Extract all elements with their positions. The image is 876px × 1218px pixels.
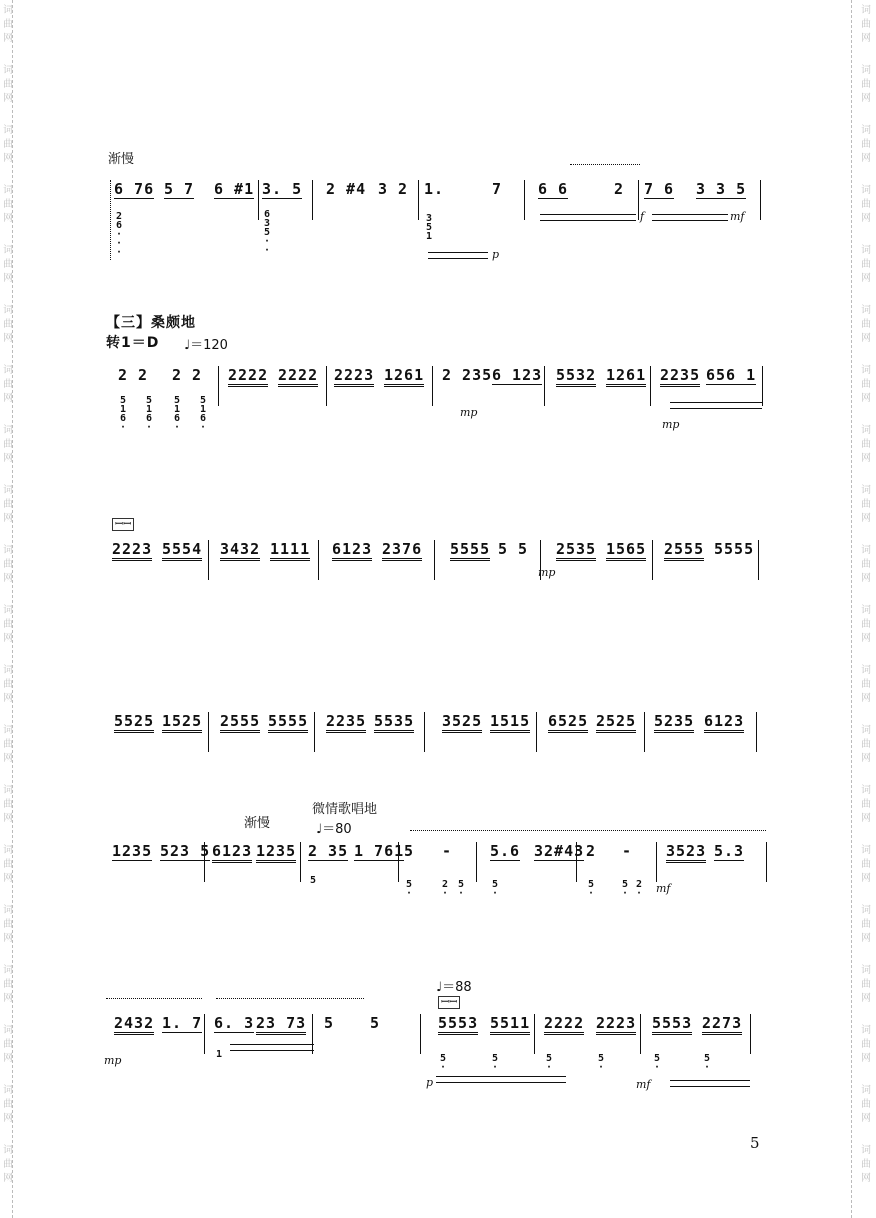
note-group: 5555 — [450, 540, 490, 561]
note-group: 1111 — [270, 540, 310, 561]
bass-note: 5 · — [545, 1053, 553, 1073]
note-group: 3523 — [666, 842, 706, 863]
chord-column: 5 1 6 · — [145, 395, 153, 433]
watermark-text: 词 曲 网 — [861, 5, 871, 44]
watermark-text: 词 曲 网 — [3, 785, 13, 824]
dynamic-p: p — [492, 248, 500, 261]
barline — [534, 1014, 535, 1054]
watermark-text: 词 曲 网 — [3, 305, 13, 344]
note-group: 1 761 — [354, 842, 405, 860]
note-group: 5554 — [162, 540, 202, 561]
barline — [760, 180, 761, 220]
note-group: 23 73 — [256, 1014, 306, 1035]
note-group: 2223 — [596, 1014, 636, 1035]
note-group: 3 3 5 — [696, 180, 747, 198]
note-group: 2376 — [382, 540, 422, 561]
barline — [644, 712, 645, 752]
note-group: 5 5 — [498, 540, 529, 558]
note-group: 6 76 — [114, 180, 155, 198]
bass-note: 5 · — [405, 879, 413, 899]
note-group: 6123 — [332, 540, 372, 561]
watermark-text: 词 曲 网 — [861, 965, 871, 1004]
chord-column: 2 6 · · · — [115, 211, 123, 258]
key-change: 转1＝D — [106, 335, 160, 351]
note-group: 2222 — [544, 1014, 584, 1035]
watermark-text: 词 曲 网 — [861, 425, 871, 464]
barline — [524, 180, 525, 220]
barline — [762, 366, 763, 406]
note-group: 5553 — [652, 1014, 692, 1035]
trill-line — [106, 998, 202, 999]
watermark-text: 词 曲 网 — [861, 725, 871, 764]
note-group: 5.3 — [714, 842, 745, 860]
note-group: 2 2 — [172, 366, 203, 384]
watermark-text: 词 曲 网 — [861, 1025, 871, 1064]
watermark-text: 词 曲 网 — [3, 485, 13, 524]
dynamic-mp: mp — [460, 406, 478, 419]
staff-line-5 — [0, 842, 876, 922]
note-group: 1565 — [606, 540, 646, 561]
note-group: 5235 — [654, 712, 694, 733]
dynamic-mp: mp — [104, 1054, 122, 1067]
bass-note: 5 · — [587, 879, 595, 899]
barline — [638, 180, 639, 220]
note-group: 6 123 — [492, 366, 543, 384]
trill-line — [410, 830, 766, 831]
note-group: 6 6 — [538, 180, 569, 198]
barline — [204, 842, 205, 882]
watermark-text: 词 曲 网 — [3, 5, 13, 44]
note-group: 1. 7 — [162, 1014, 203, 1032]
note-group: 2555 — [220, 712, 260, 733]
note-group: 523 5 — [160, 842, 211, 860]
barline — [418, 180, 419, 220]
note-group: 2222 — [278, 366, 318, 387]
chord-column: 5 1 6 · — [173, 395, 181, 433]
note-group: 2223 — [334, 366, 374, 387]
barline — [756, 712, 757, 752]
barline — [218, 366, 219, 406]
note-group: 3. 5 — [262, 180, 303, 198]
note-group: 2 2 — [118, 366, 149, 384]
direction-jianman-top: 渐慢 — [108, 152, 135, 167]
direction-weiqing: 微情歌唱地 — [312, 802, 378, 817]
note-group: 7 — [492, 180, 503, 198]
diminuendo-hairpin — [652, 214, 728, 221]
note-group: 32#43 — [534, 842, 585, 860]
diminuendo-hairpin — [230, 1044, 314, 1051]
staff-line-1 — [0, 180, 876, 270]
dynamic-p: p — [426, 1076, 434, 1089]
tempo-80: ♩＝80 — [316, 822, 352, 837]
note-group: 5553 — [438, 1014, 478, 1035]
note-group: 2235 — [660, 366, 700, 387]
note-group: 5511 — [490, 1014, 530, 1035]
barline — [398, 842, 399, 882]
brace-bar — [110, 180, 111, 260]
note-group: 5555 — [268, 712, 308, 733]
note-group: 6 #1 — [214, 180, 255, 198]
barline — [758, 540, 759, 580]
bass-note: 2 · — [441, 879, 449, 899]
note-group: 5532 — [556, 366, 596, 387]
page-number: 5 — [750, 1134, 760, 1152]
barline — [640, 1014, 641, 1054]
crescendo-hairpin — [540, 214, 636, 221]
staff-line-6 — [0, 1014, 876, 1104]
barline — [420, 1014, 421, 1054]
note-group: 656 1 — [706, 366, 757, 384]
barline — [432, 366, 433, 406]
barline — [476, 842, 477, 882]
note-group: 1525 — [162, 712, 202, 733]
barline — [258, 180, 259, 220]
barline — [318, 540, 319, 580]
staff-line-2 — [0, 366, 876, 456]
barline — [544, 366, 545, 406]
barline — [312, 1014, 313, 1054]
trill-line — [570, 164, 640, 165]
watermark-text: 词 曲 网 — [3, 725, 13, 764]
ornament-box: ꟷꟷ — [112, 518, 134, 531]
watermark-text: 词 曲 网 — [3, 905, 13, 944]
watermark-text: 词 曲 网 — [3, 245, 13, 284]
note-group: 2273 — [702, 1014, 742, 1035]
ornament-box: ꟷꟷ — [438, 996, 460, 1009]
note-group: 1. — [424, 180, 445, 198]
watermark-text: 词 曲 网 — [3, 125, 13, 164]
watermark-text: 词 曲 网 — [3, 365, 13, 404]
note-group: 3432 — [220, 540, 260, 561]
bass-note: 5 · — [491, 1053, 499, 1073]
note-group: 7 6 — [644, 180, 675, 198]
note-group: 5525 — [114, 712, 154, 733]
note-group: 1235 — [112, 842, 153, 860]
note-group: 1515 — [490, 712, 530, 733]
barline — [208, 712, 209, 752]
barline — [326, 366, 327, 406]
note-group: 2555 — [664, 540, 704, 561]
barline — [312, 180, 313, 220]
trill-line — [216, 998, 364, 999]
barline — [424, 712, 425, 752]
dynamic-f: f — [640, 210, 645, 223]
barline — [750, 1014, 751, 1054]
note-group: 5535 — [374, 712, 414, 733]
watermark-text: 词 曲 网 — [3, 965, 13, 1004]
dynamic-mf: mf — [636, 1078, 651, 1091]
note-group: - — [622, 842, 633, 860]
watermark-text: 词 曲 网 — [861, 485, 871, 524]
note-group: 3525 — [442, 712, 482, 733]
note-group: 1235 — [256, 842, 296, 863]
watermark-text: 词 曲 网 — [861, 65, 871, 104]
barline — [536, 712, 537, 752]
note-group: 2223 — [112, 540, 152, 561]
crescendo-hairpin — [670, 1080, 750, 1087]
dynamic-mf: mf — [730, 210, 745, 223]
bass-note: 5 — [309, 875, 317, 886]
watermark-text: 词 曲 网 — [861, 905, 871, 944]
dynamic-mp: mp — [662, 418, 680, 431]
diminuendo-hairpin — [428, 252, 488, 259]
note-group: 2525 — [596, 712, 636, 733]
note-group: 2432 — [114, 1014, 154, 1035]
chord-column: 5 1 6 · — [199, 395, 207, 433]
barline — [650, 366, 651, 406]
barline — [656, 842, 657, 882]
bass-note: 5 · — [621, 879, 629, 899]
note-group: 2 — [614, 180, 625, 198]
bass-note: 5 · — [703, 1053, 711, 1073]
watermark-text: 词 曲 网 — [861, 185, 871, 224]
watermark-text: 词 曲 网 — [861, 605, 871, 644]
barline — [766, 842, 767, 882]
bass-note: 1 — [215, 1049, 223, 1060]
bass-note: 5 · — [457, 879, 465, 899]
dynamic-mf: mf — [656, 882, 671, 895]
chord-column: 3 5 1 — [425, 213, 433, 242]
note-group: 5 — [324, 1014, 335, 1032]
crescendo-hairpin — [436, 1076, 566, 1083]
watermark-text: 词 曲 网 — [861, 545, 871, 584]
watermark-text: 词 曲 网 — [3, 185, 13, 224]
watermark-text: 词 曲 网 — [3, 845, 13, 884]
watermark-text: 词 曲 网 — [861, 125, 871, 164]
note-group: - — [442, 842, 453, 860]
note-group: 1261 — [606, 366, 646, 387]
watermark-text: 词 曲 网 — [3, 1085, 13, 1124]
note-group: 5555 — [714, 540, 755, 558]
chord-column: 6 3 5 · · — [263, 209, 271, 256]
note-group: 5.6 — [490, 842, 521, 860]
watermark-text: 词 曲 网 — [861, 245, 871, 284]
watermark-text: 词 曲 网 — [3, 665, 13, 704]
staff-line-3 — [0, 540, 876, 640]
note-group: 6. 3 — [214, 1014, 255, 1032]
bass-note: 2 · — [635, 879, 643, 899]
bass-note: 5 · — [491, 879, 499, 899]
barline — [300, 842, 301, 882]
barline — [314, 712, 315, 752]
watermark-text: 词 曲 网 — [861, 305, 871, 344]
note-group: 2535 — [556, 540, 596, 561]
note-group: 2 35 — [308, 842, 349, 860]
tempo-88: ♩＝88 — [436, 980, 472, 995]
watermark-text: 词 曲 网 — [3, 605, 13, 644]
watermark-text: 词 曲 网 — [861, 785, 871, 824]
watermark-text: 词 曲 网 — [3, 545, 13, 584]
crescendo-hairpin — [670, 402, 762, 409]
watermark-text: 词 曲 网 — [3, 1145, 13, 1184]
watermark-text: 词 曲 网 — [3, 425, 13, 464]
note-group: 6123 — [212, 842, 252, 863]
staff-line-4 — [0, 712, 876, 772]
barline — [576, 842, 577, 882]
note-group: 5 7 — [164, 180, 195, 198]
section-title: 【三】桑颇地 — [106, 315, 196, 331]
note-group: 2 — [586, 842, 597, 860]
note-group: 2 #4 — [326, 180, 367, 198]
note-group: 1261 — [384, 366, 424, 387]
watermark-text: 词 曲 网 — [861, 665, 871, 704]
note-group: 3 2 — [378, 180, 409, 198]
note-group: 2235 — [326, 712, 366, 733]
chord-column: 5 1 6 · — [119, 395, 127, 433]
note-group: 6525 — [548, 712, 588, 733]
barline — [204, 1014, 205, 1054]
barline — [208, 540, 209, 580]
watermark-text: 词 曲 网 — [3, 1025, 13, 1064]
note-group: 6123 — [704, 712, 744, 733]
barline — [652, 540, 653, 580]
note-group: 5 — [370, 1014, 381, 1032]
bass-note: 5 · — [439, 1053, 447, 1073]
direction-jianman: 渐慢 — [244, 816, 271, 831]
note-group: 2222 — [228, 366, 268, 387]
bass-note: 5 · — [597, 1053, 605, 1073]
note-group: 2 235 — [442, 366, 493, 384]
watermark-text: 词 曲 网 — [3, 65, 13, 104]
note-group: 5 — [404, 842, 415, 860]
barline — [434, 540, 435, 580]
tempo-marking: ♩＝120 — [184, 338, 228, 353]
watermark-text: 词 曲 网 — [861, 845, 871, 884]
watermark-text: 词 曲 网 — [861, 1145, 871, 1184]
dynamic-mp: mp — [538, 566, 556, 579]
bass-note: 5 · — [653, 1053, 661, 1073]
watermark-text: 词 曲 网 — [861, 1085, 871, 1124]
watermark-text: 词 曲 网 — [861, 365, 871, 404]
